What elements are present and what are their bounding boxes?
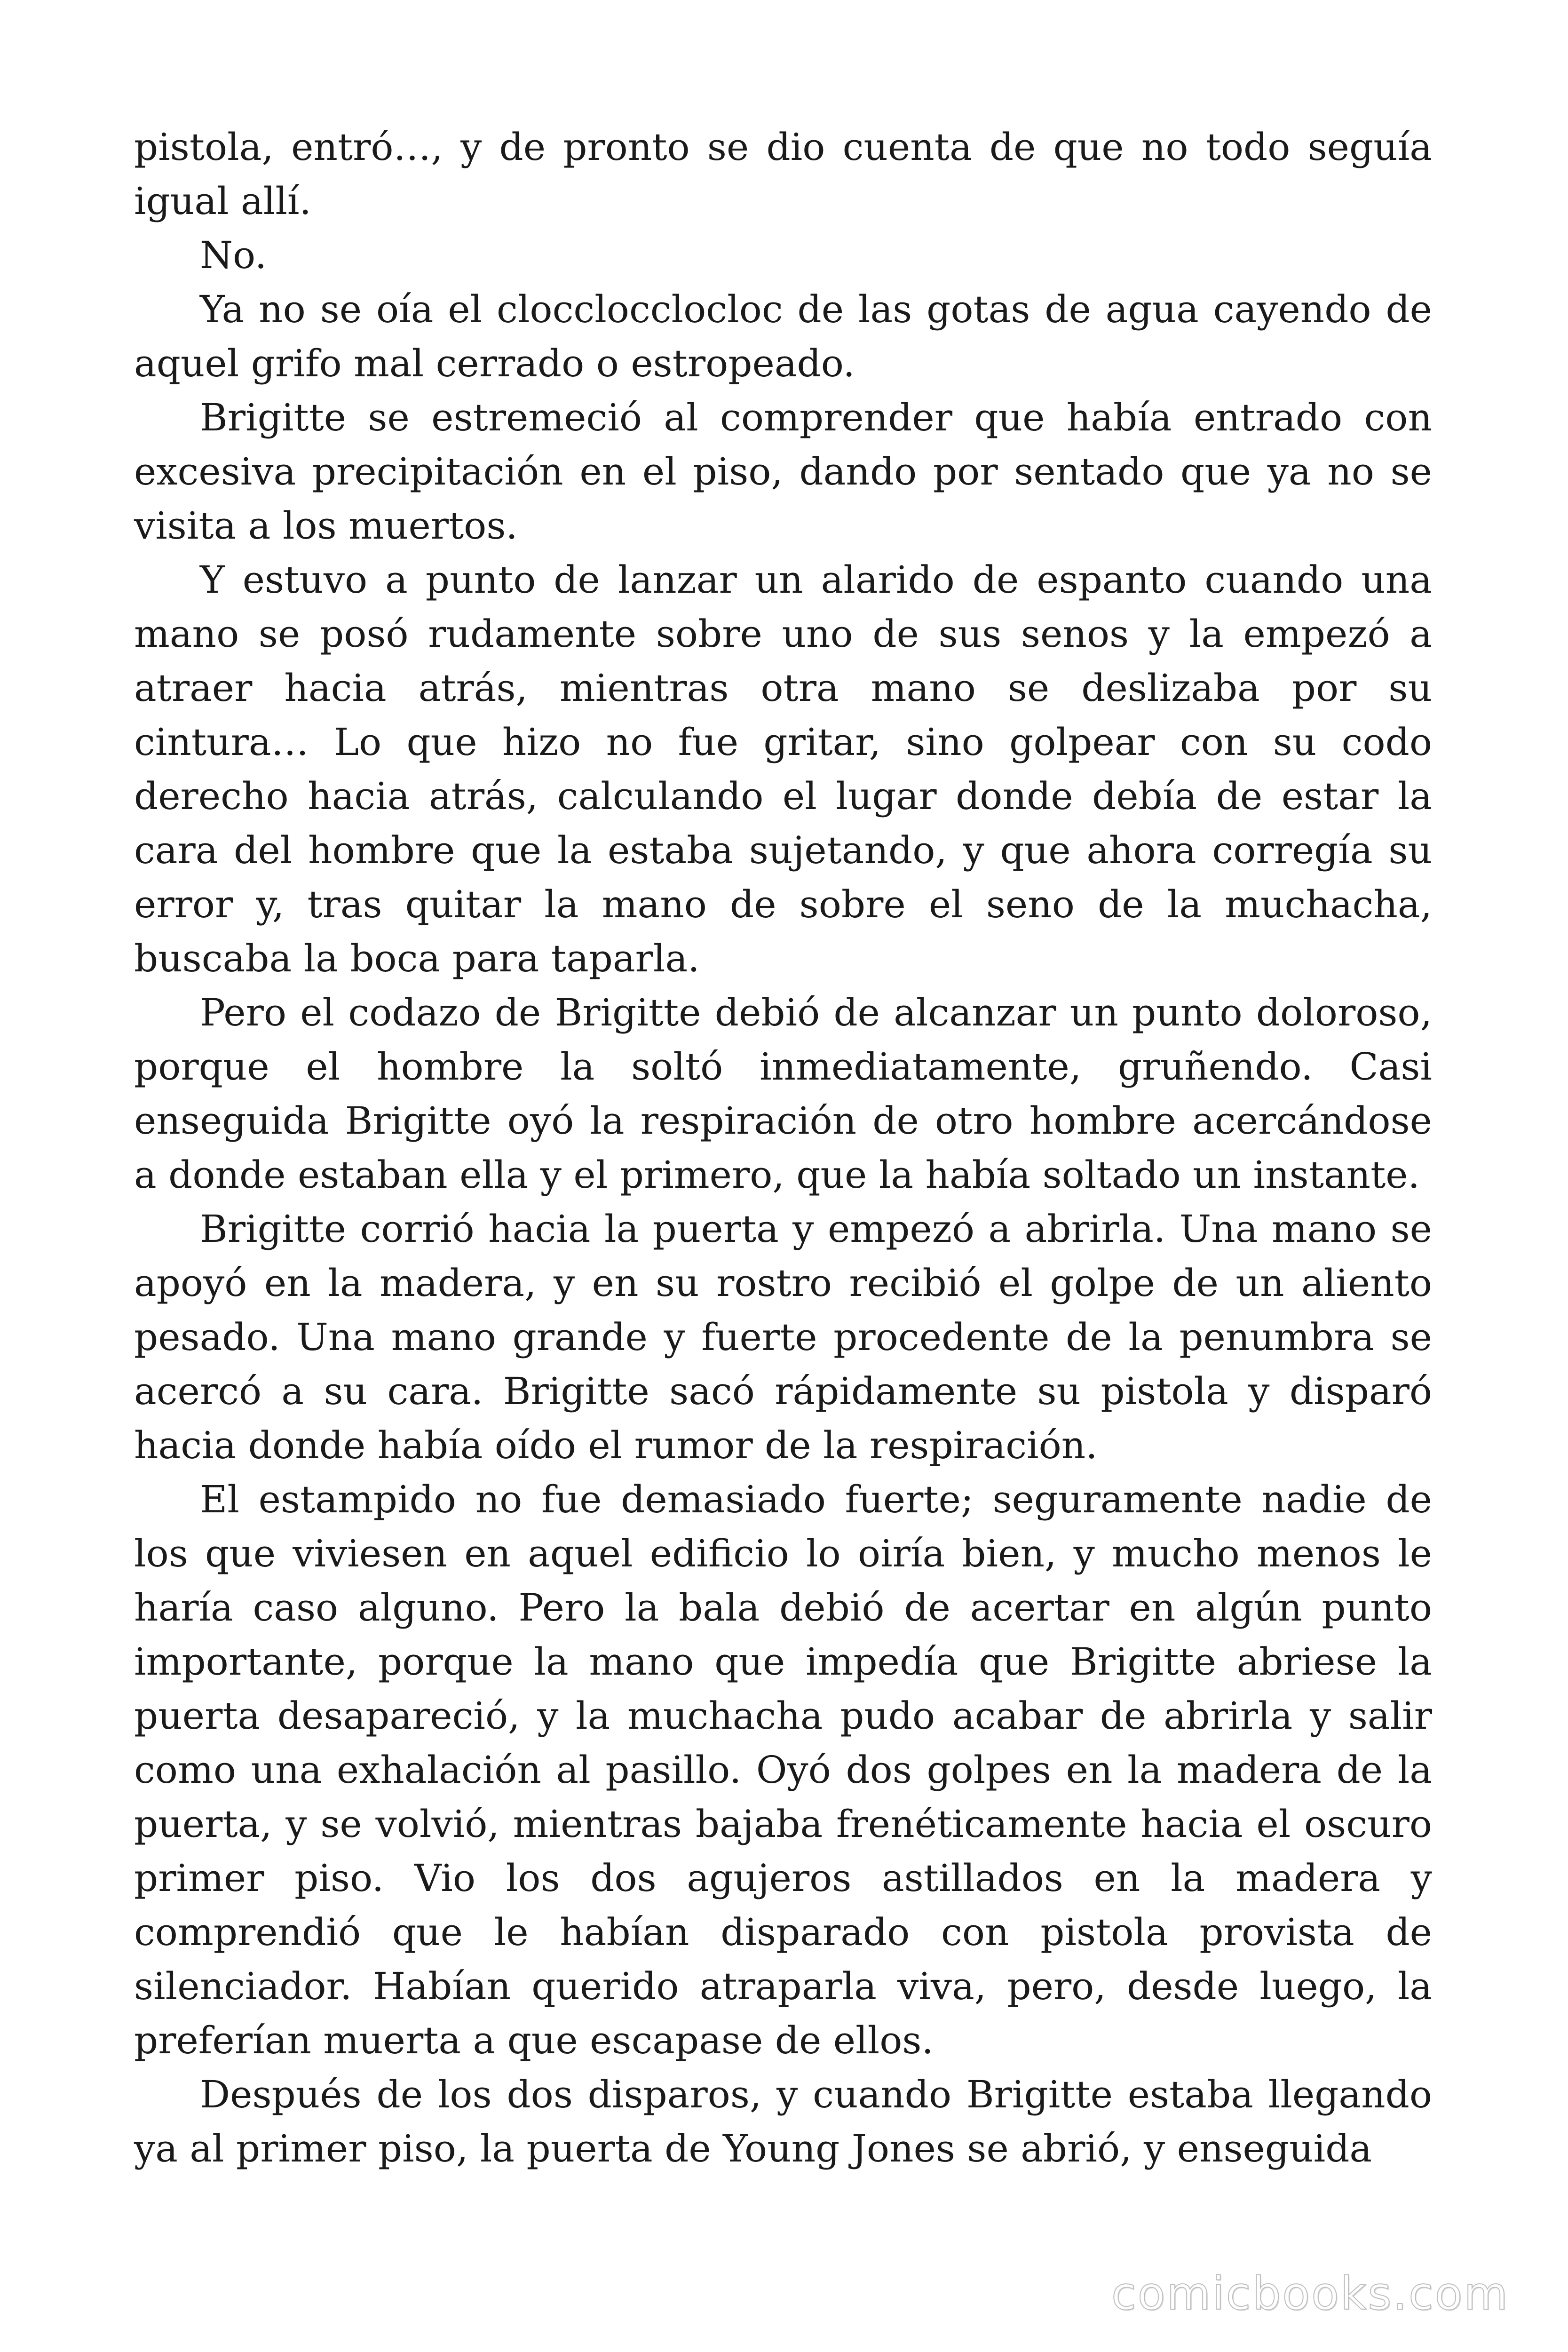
paragraph: pistola, entró…, y de pronto se dio cuenta de que no todo seguía igual allí. (134, 125, 1432, 223)
paragraph: Ya no se oía el clocclocclocloc de las gotas de agua cayendo de aquel grifo mal cerrado o estropeado. (134, 287, 1432, 385)
paragraph: Pero el codazo de Brigitte debió de alcanzar un punto doloroso, porque el hombre la soltó inmediatamente, gruñendo. Casi enseguida Brigitte oyó la respiración de otro hombre acercándose a donde estaban ella y el primero, que la había soltado un instante. (134, 991, 1432, 1197)
paragraph: Brigitte corrió hacia la puerta y empezó a abrirla. Una mano se apoyó en la madera, y en su rostro recibió el golpe de un aliento pesado. Una mano grande y fuerte procedente de la penumbra se acercó a su cara. Brigitte sacó rápidamente su pistola y disparó hacia donde había oído el rumor de la respiración. (134, 1207, 1432, 1467)
watermark: comicbooks.com (1111, 2267, 1509, 2320)
body-text (134, 120, 1432, 2176)
paragraph: El estampido no fue demasiado fuerte; seguramente nadie de los que viviesen en aquel edificio lo oiría bien, y mucho menos le haría caso alguno. Pero la bala debió de acertar en algún punto importante, porque la mano que impedía que Brigitte abriese la puerta desapareció, y la muchacha pudo acabar de abrirla y salir como una exhalación al pasillo. Oyó dos golpes en la madera de la puerta, y se volvió, mientras bajaba frenéticamente hacia el oscuro primer piso. Vio los dos agujeros astillados en la madera y comprendió que le habían disparado con pistola provista de silenciador. Habían querido atraparla viva, pero, desde luego, la preferían muerta a que escapase de ellos. (134, 1478, 1432, 2062)
paragraph: Brigitte se estremeció al comprender que había entrado con excesiva precipitación en el piso, dando por sentado que ya no se visita a los muertos. (134, 396, 1432, 548)
paragraph: Y estuvo a punto de lanzar un alarido de espanto cuando una mano se posó rudamente sobre uno de sus senos y la empezó a atraer hacia atrás, mientras otra mano se deslizaba por su cintura… Lo que hizo no fue gritar, sino golpear con su codo derecho hacia atrás, calculando el lugar donde debía de estar la cara del hombre que la estaba sujetando, y que ahora corregía su error y, tras quitar la mano de sobre el seno de la muchacha, buscaba la boca para taparla. (134, 558, 1432, 980)
paragraph: No. (200, 233, 267, 277)
paragraph: Después de los dos disparos, y cuando Brigitte estaba llegando ya al primer piso, la puerta de Young Jones se abrió, y enseguida (134, 2073, 1432, 2170)
